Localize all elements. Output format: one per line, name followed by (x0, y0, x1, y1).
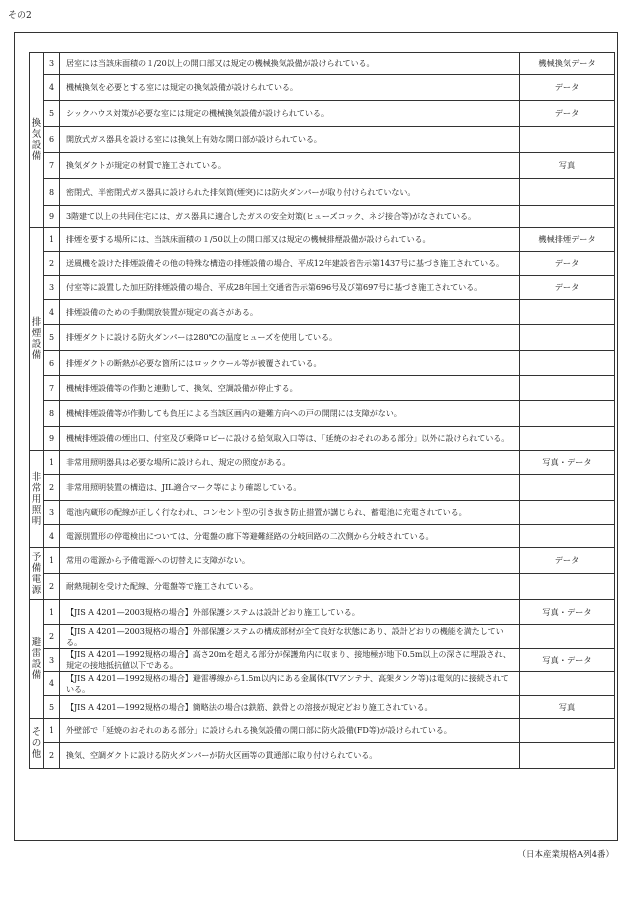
item-evidence (520, 475, 615, 501)
item-description: 機械排煙設備の煙出口、付室及び乗降ロビーに設ける給気取入口等は、「延焼のおそれのある部分」以外に設けられている。 (60, 427, 520, 451)
item-evidence (520, 743, 615, 769)
item-number: 3 (44, 53, 60, 75)
item-description: 換気、空調ダクトに設ける防火ダンパーが防火区画等の貫通部に取り付けられている。 (60, 743, 520, 769)
item-number: 2 (44, 574, 60, 600)
category-label: 避雷設備 (31, 637, 42, 681)
checklist-row (30, 451, 615, 475)
checklist-row (30, 127, 615, 153)
item-description: 送風機を設けた排煙設備その他の特殊な構造の排煙設備の場合、平成12年建設省告示第1437号に基づき施工されている。 (60, 252, 520, 276)
item-number: 1 (44, 548, 60, 574)
item-number: 2 (44, 625, 60, 649)
checklist-body (30, 53, 615, 769)
item-description: 電池内蔵形の配線が正しく行なわれ、コンセント型の引き抜き防止措置が講じられ、蓄電池に充電されている。 (60, 501, 520, 525)
item-evidence: 写真・データ (520, 649, 615, 672)
item-number: 4 (44, 525, 60, 548)
item-evidence (520, 325, 615, 351)
item-number: 8 (44, 179, 60, 206)
item-description: 耐熱規制を受けた配線、分電盤等で施工されている。 (60, 574, 520, 600)
checklist-row (30, 672, 615, 696)
item-description: 【JIS A 4201—2003規格の場合】外部保護システムは設計どおり施工している。 (60, 600, 520, 625)
item-number: 7 (44, 153, 60, 179)
checklist-row (30, 325, 615, 351)
item-evidence (520, 376, 615, 401)
item-evidence (520, 625, 615, 649)
category-label: 予備電源 (31, 551, 42, 596)
item-number: 5 (44, 325, 60, 351)
item-number: 3 (44, 649, 60, 672)
item-description: シックハウス対策が必要な室には規定の機械換気設備が設けられている。 (60, 101, 520, 127)
item-evidence: 機械排煙データ (520, 228, 615, 252)
item-number: 6 (44, 351, 60, 376)
checklist-row (30, 351, 615, 376)
page-label: その2 (8, 11, 32, 21)
checklist-row (30, 600, 615, 625)
item-number: 2 (44, 743, 60, 769)
item-evidence (520, 351, 615, 376)
item-number: 4 (44, 75, 60, 101)
checklist-row (30, 501, 615, 525)
checklist-row (30, 719, 615, 743)
item-evidence (520, 501, 615, 525)
item-description: 【JIS A 4201—1992規格の場合】簡略法の場合は鉄筋、鉄骨との溶接が規定どおり施工されている。 (60, 696, 520, 719)
checklist-row (30, 401, 615, 427)
item-number: 4 (44, 300, 60, 325)
category-cell (30, 228, 44, 451)
checklist-row (30, 206, 615, 228)
checklist-row (30, 53, 615, 75)
item-evidence: データ (520, 252, 615, 276)
item-description: 非常用照明装置の構造は、JIL適合マーク等により確認している。 (60, 475, 520, 501)
item-description: 換気ダクトが規定の材質で施工されている。 (60, 153, 520, 179)
item-evidence: 写真 (520, 696, 615, 719)
item-description: 機械換気を必要とする室には規定の換気設備が設けられている。 (60, 75, 520, 101)
item-description: 居室には当該床面積の１/20以上の開口部又は規定の機械換気設備が設けられている。 (60, 53, 520, 75)
item-description: 密閉式、半密閉式ガス器具に設けられた排気筒(煙突)には防火ダンパーが取り付けられていない。 (60, 179, 520, 206)
item-evidence (520, 427, 615, 451)
item-number: 4 (44, 672, 60, 696)
item-description: 機械排煙設備等が作動しても負圧による当該区画内の避難方向への戸の開閉には支障がない。 (60, 401, 520, 427)
item-evidence: データ (520, 101, 615, 127)
item-evidence (520, 719, 615, 743)
checklist-row (30, 743, 615, 769)
item-evidence (520, 127, 615, 153)
item-evidence (520, 179, 615, 206)
item-evidence: 写真 (520, 153, 615, 179)
category-label: 排煙設備 (31, 317, 42, 361)
item-evidence: 写真・データ (520, 451, 615, 475)
item-number: 9 (44, 427, 60, 451)
item-description: 機械排煙設備等の作動と連動して、換気、空調設備が停止する。 (60, 376, 520, 401)
category-label: 換気設備 (31, 118, 42, 162)
item-evidence (520, 525, 615, 548)
item-description: 排煙を要する場所には、当該床面積の１/50以上の開口部又は規定の機械排煙設備が設けられている。 (60, 228, 520, 252)
item-description: 外壁部で「延焼のおそれのある部分」に設けられる換気設備の開口部に防火設備(FD等)が設けられている。 (60, 719, 520, 743)
category-cell (30, 719, 44, 769)
checklist-row (30, 228, 615, 252)
item-number: 1 (44, 719, 60, 743)
checklist-row (30, 101, 615, 127)
item-number: 2 (44, 475, 60, 501)
category-label: その他 (31, 727, 42, 760)
checklist-row (30, 153, 615, 179)
item-description: 【JIS A 4201—1992規格の場合】避雷導線から1.5m以内にある金属体(TVアンテナ、高架タンク等)は電気的に接続されている。 (60, 672, 520, 696)
item-evidence: データ (520, 548, 615, 574)
checklist-row (30, 252, 615, 276)
checklist-row (30, 179, 615, 206)
checklist-row (30, 625, 615, 649)
item-evidence (520, 401, 615, 427)
item-description: 排煙設備のための手動開放装置が規定の高さがある。 (60, 300, 520, 325)
checklist-row (30, 475, 615, 501)
item-evidence (520, 206, 615, 228)
checklist-row (30, 649, 615, 672)
category-cell (30, 548, 44, 600)
item-description: 【JIS A 4201—2003規格の場合】外部保護システムの構成部材が全て良好な状態にあり、設計どおりの機能を満たしている。 (60, 625, 520, 649)
checklist-row (30, 574, 615, 600)
item-number: 3 (44, 501, 60, 525)
item-evidence: データ (520, 276, 615, 300)
item-description: 開放式ガス器具を設ける室には換気上有効な開口部が設けられている。 (60, 127, 520, 153)
checklist-row (30, 376, 615, 401)
category-label: 非常用照明 (31, 471, 42, 527)
checklist-row (30, 696, 615, 719)
item-description: 【JIS A 4201—1992規格の場合】高さ20mを超える部分が保護角内に収まり、接地極が地下0.5m以上の深さに埋設され、規定の接地抵抗値以下である。 (60, 649, 520, 672)
checklist-row (30, 75, 615, 101)
checklist-row (30, 427, 615, 451)
footer-note: （日本産業規格A列4番） (517, 850, 614, 860)
item-evidence: 写真・データ (520, 600, 615, 625)
checklist-table (29, 52, 615, 769)
item-number: 1 (44, 228, 60, 252)
item-description: 電源別置形の停電検出については、分電盤の廊下等避難経路の分岐回路の二次側から分岐されている。 (60, 525, 520, 548)
item-evidence (520, 574, 615, 600)
item-description: 付室等に設置した加圧防排煙設備の場合、平成28年国土交通省告示第696号及び第697号に基づき施工されている。 (60, 276, 520, 300)
item-evidence (520, 300, 615, 325)
item-description: 非常用照明器具は必要な場所に設けられ、規定の照度がある。 (60, 451, 520, 475)
item-description: 排煙ダクトの断熱が必要な箇所にはロックウール等が被覆されている。 (60, 351, 520, 376)
item-number: 1 (44, 451, 60, 475)
item-number: 3 (44, 276, 60, 300)
item-evidence (520, 672, 615, 696)
checklist-row (30, 300, 615, 325)
item-number: 2 (44, 252, 60, 276)
item-number: 5 (44, 696, 60, 719)
item-number: 7 (44, 376, 60, 401)
item-number: 1 (44, 600, 60, 625)
checklist-sheet (14, 32, 618, 841)
item-evidence: データ (520, 75, 615, 101)
item-number: 6 (44, 127, 60, 153)
checklist-row (30, 276, 615, 300)
checklist-row (30, 525, 615, 548)
category-cell (30, 53, 44, 228)
item-number: 5 (44, 101, 60, 127)
item-number: 8 (44, 401, 60, 427)
item-description: 常用の電源から予備電源への切替えに支障がない。 (60, 548, 520, 574)
checklist-row (30, 548, 615, 574)
item-description: 排煙ダクトに設ける防火ダンパーは280℃の温度ヒューズを使用している。 (60, 325, 520, 351)
item-evidence: 機械換気データ (520, 53, 615, 75)
category-cell (30, 451, 44, 548)
item-description: 3階建て以上の共同住宅には、ガス器具に適合したガスの安全対策(ヒューズコック、ネジ接合等)がなされている。 (60, 206, 520, 228)
category-cell (30, 600, 44, 719)
item-number: 9 (44, 206, 60, 228)
